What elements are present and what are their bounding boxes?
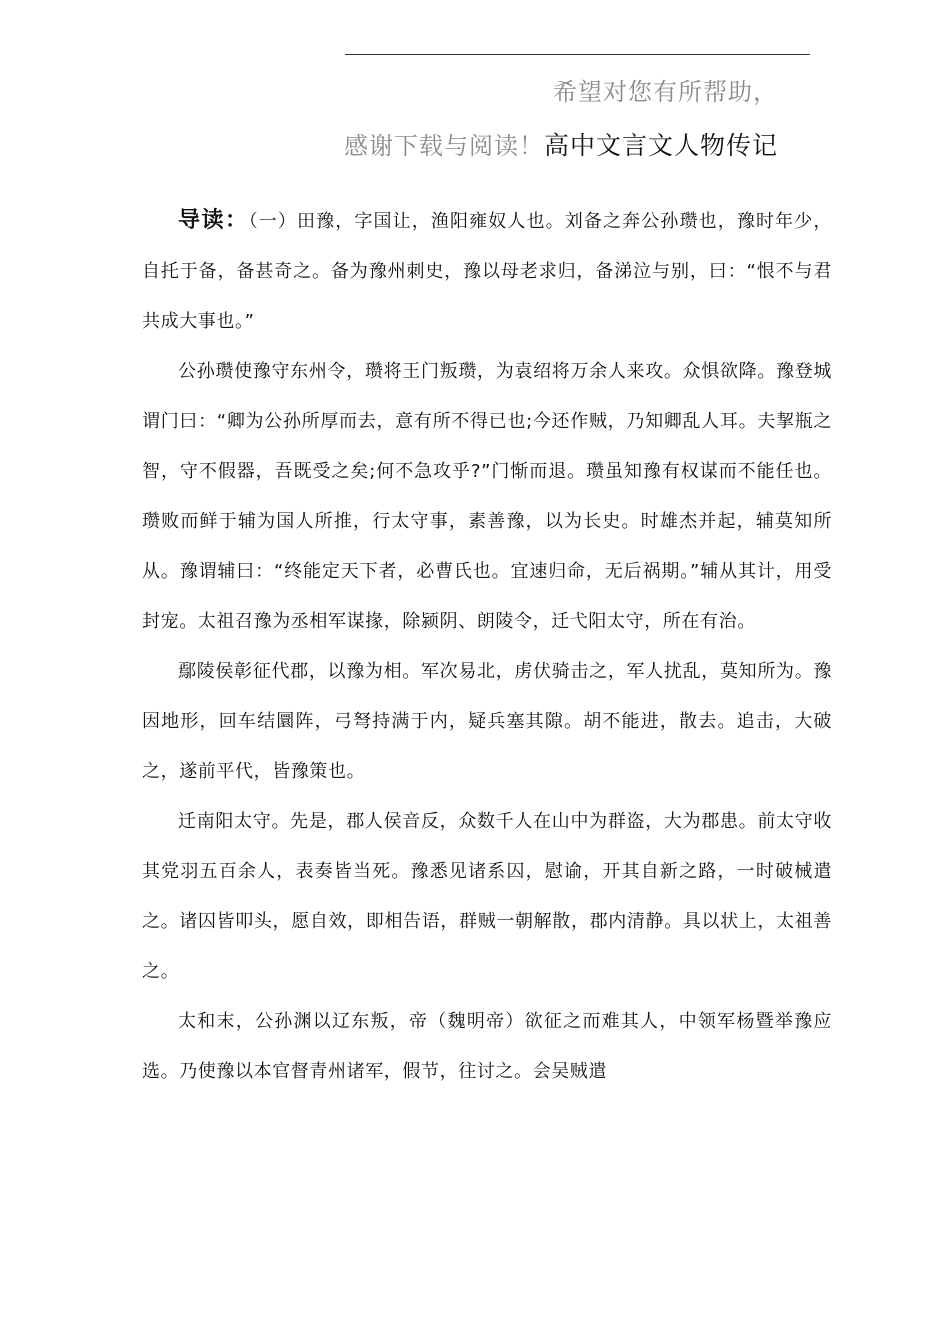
header-thanks-text: 感谢下载与阅读！	[343, 132, 544, 160]
header-rule	[345, 54, 810, 55]
paragraph-3: 鄢陵侯彰征代郡，以豫为相。军次易北，虏伏骑击之，军人扰乱，莫知所为。豫因地形，回车结圜阵，弓弩持满于内，疑兵塞其隙。胡不能进，散去。追击，大破之，遂前平代，皆豫策也。	[142, 661, 832, 782]
paragraph-5: 太和末，公孙渊以辽东叛，帝（魏明帝）欲征之而难其人，中领军杨暨举豫应选。乃使豫以本官督青州诸军，假节，往讨之。会吴贼遣	[142, 1011, 832, 1082]
intro-label: 导读：	[178, 208, 249, 233]
document-body	[142, 196, 832, 1097]
header-line2	[344, 126, 778, 162]
paragraph-1	[142, 196, 832, 347]
paragraph-4: 迁南阳太守。先是，郡人侯音反，众数千人在山中为群盗，大为郡患。前太守收其党羽五百余人，表奏皆当死。豫悉见诸系囚，慰谕，开其自新之路，一时破械遣之。诸囚皆叩头，愿自效，即相告语，群贼一朝解散，郡内清静。具以状上，太祖善之。	[142, 811, 832, 982]
paragraph-1-text: （一）田豫，字国让，渔阳雍奴人也。刘备之奔公孙瓒也，豫时年少，自托于备，备甚奇之。备为豫州刺史，豫以母老求归，备涕泣与别，曰：“恨不与君共成大事也。”	[142, 211, 832, 332]
header-wish-text: 希望对您有所帮助，	[553, 78, 778, 106]
document-title: 高中文言文人物传记	[543, 131, 778, 160]
paragraph-2: 公孙瓒使豫守东州令，瓒将王门叛瓒，为袁绍将万余人来攻。众惧欲降。豫登城谓门曰：“卿为公孙所厚而去，意有所不得已也;今还作贼，乃知卿乱人耳。夫挈瓶之智，守不假器，吾既受之矣;何不急攻乎?”门惭而退。瓒虽知豫有权谋而不能任也。瓒败而鲜于辅为国人所推，行太守事，素善豫，以为长史。时雄杰并起，辅莫知所从。豫谓辅曰：“终能定天下者，必曹氏也。宜速归命，无后祸期。”辅从其计，用受封宠。太祖召豫为丞相军谋掾，除颍阴、朗陵令，迁弋阳太守，所在有治。	[142, 361, 832, 632]
